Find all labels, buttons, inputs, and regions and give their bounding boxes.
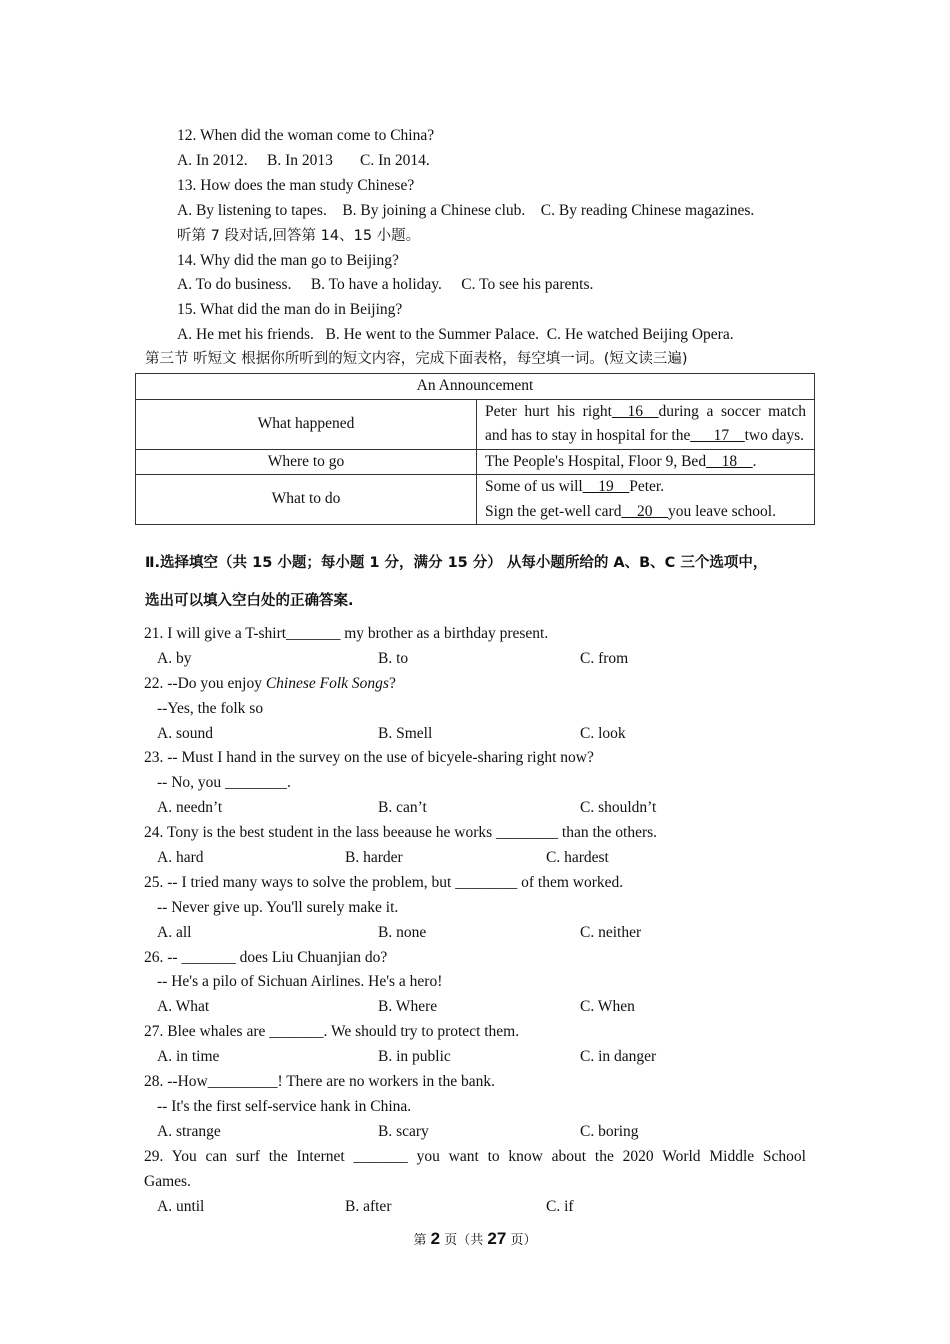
option-a: A. all: [157, 924, 192, 941]
page-number: 2: [430, 1229, 441, 1248]
option-c: C. hardest: [546, 849, 609, 866]
row-text: Some of us will: [485, 478, 583, 495]
question-26: 26. -- _______ does Liu Chuanjian do?: [144, 949, 388, 966]
option-b: B. none: [378, 924, 427, 941]
option-b: B. Smell: [378, 725, 433, 742]
question-21: 21. I will give a T-shirt_______ my brother as a birthday present.: [144, 625, 549, 642]
question-15-options: A. He met his friends. B. He went to the Summer Palace. C. He watched Beijing Opera.: [177, 326, 734, 343]
option-a: A. until: [157, 1198, 205, 1215]
footer-text: 页）: [506, 1233, 537, 1248]
table-title: An Announcement: [136, 374, 815, 400]
option-a: A. hard: [157, 849, 204, 866]
row-label: Where to go: [136, 449, 477, 475]
question-28: 28. --How_________! There are no workers in the bank.: [144, 1073, 495, 1090]
blank-20: __20__: [621, 502, 668, 520]
row-label: What to do: [136, 475, 477, 525]
table-row: [136, 399, 815, 449]
option-a: A. What: [157, 998, 210, 1015]
option-a: A. strange: [157, 1123, 221, 1140]
question-26-reply: -- He's a pilo of Sichuan Airlines. He's a hero!: [157, 973, 443, 990]
question-29: 29. You can surf the Internet _______ you want to know about the 2020 World Middle School: [144, 1148, 806, 1165]
question-15: 15. What did the man do in Beijing?: [177, 301, 403, 318]
question-23: 23. -- Must I hand in the survey on the use of bicyele-sharing right now?: [144, 749, 594, 766]
stem-text: ?: [388, 675, 396, 692]
option-c: C. in danger: [580, 1048, 657, 1065]
song-title: Chinese Folk Songs: [265, 675, 389, 692]
option-b: B. can’t: [378, 799, 427, 816]
question-28-reply: -- It's the first self-service hank in China.: [157, 1098, 412, 1115]
question-24: 24. Tony is the best student in the lass beeause he works ________ than the others.: [144, 824, 658, 841]
question-13-options: A. By listening to tapes. B. By joining a Chinese club. C. By reading Chinese magazines.: [177, 202, 755, 219]
option-b: B. scary: [378, 1123, 429, 1140]
row-content: [477, 449, 815, 475]
option-b: B. Where: [378, 998, 438, 1015]
section-3-heading: 第三节 听短文 根据你所听到的短文内容，完成下面表格，每空填一词。(短文读三遍): [145, 351, 688, 367]
announcement-table: [135, 373, 815, 525]
footer-text: 第: [413, 1233, 431, 1248]
option-b: B. after: [345, 1198, 392, 1215]
option-a: A. sound: [157, 725, 213, 742]
blank-19: __19__: [582, 478, 630, 495]
question-14: 14. Why did the man go to Beijing?: [177, 252, 399, 269]
option-b: B. in public: [378, 1048, 451, 1065]
option-c: C. if: [546, 1198, 574, 1215]
row-text: Peter hurt his right: [485, 402, 612, 420]
option-c: C. neither: [580, 924, 642, 941]
option-a: A. in time: [157, 1048, 220, 1065]
option-c: C. shouldn’t: [580, 799, 657, 816]
question-25-reply: -- Never give up. You'll surely make it.: [157, 899, 399, 916]
page-footer: [0, 1229, 950, 1249]
question-22: [144, 674, 396, 694]
row-text: you leave school.: [667, 502, 776, 520]
row-text: two days.: [744, 427, 805, 444]
blank-16: __16__: [611, 402, 659, 420]
option-c: C. When: [580, 998, 635, 1015]
question-12: 12. When did the woman come to China?: [177, 127, 435, 144]
dialog-7-instruction: 听第 7 段对话,回答第 14、15 小题。: [177, 228, 421, 244]
option-c: C. boring: [580, 1123, 639, 1140]
row-content: [477, 399, 815, 449]
option-b: B. to: [378, 650, 409, 667]
question-13: 13. How does the man study Chinese?: [177, 177, 415, 194]
question-14-options: A. To do business. B. To have a holiday. C. To see his parents.: [177, 276, 594, 293]
row-text: Sign the get-well card: [485, 502, 622, 520]
row-label: What happened: [136, 399, 477, 449]
stem-text: 22. --Do you enjoy: [144, 675, 266, 692]
row-text: .: [752, 452, 757, 470]
question-25: 25. -- I tried many ways to solve the problem, but ________ of them worked.: [144, 874, 624, 891]
row-text: The People's Hospital, Floor 9, Bed: [485, 452, 707, 470]
table-row: [136, 449, 815, 475]
footer-text: 页（共: [440, 1233, 488, 1248]
question-29-cont: Games.: [144, 1173, 191, 1190]
option-c: C. look: [580, 725, 626, 742]
question-12-options: A. In 2012. B. In 2013 C. In 2014.: [177, 152, 430, 169]
section-2-heading-cont: 选出可以填入空白处的正确答案.: [145, 593, 354, 609]
blank-18: __18__: [706, 452, 753, 470]
option-c: C. from: [580, 650, 629, 667]
option-a: A. by: [157, 650, 192, 667]
table-row: [136, 475, 815, 525]
question-23-reply: -- No, you ________.: [157, 774, 291, 791]
option-b: B. harder: [345, 849, 403, 866]
row-text: during a soccer match and has to stay in hospital for the: [485, 402, 806, 444]
question-27: 27. Blee whales are _______. We should try to protect them.: [144, 1023, 520, 1040]
row-content: [477, 475, 815, 525]
blank-17: ___17__: [690, 427, 745, 444]
row-text: Peter.: [629, 478, 665, 495]
option-a: A. needn’t: [157, 799, 223, 816]
question-22-reply: --Yes, the folk so: [157, 700, 264, 717]
section-2-heading: Ⅱ.选择填空（共 15 小题；每小题 1 分，满分 15 分） 从每小题所给的 A、B、C 三个选项中，: [145, 555, 768, 571]
total-pages: 27: [487, 1229, 507, 1248]
